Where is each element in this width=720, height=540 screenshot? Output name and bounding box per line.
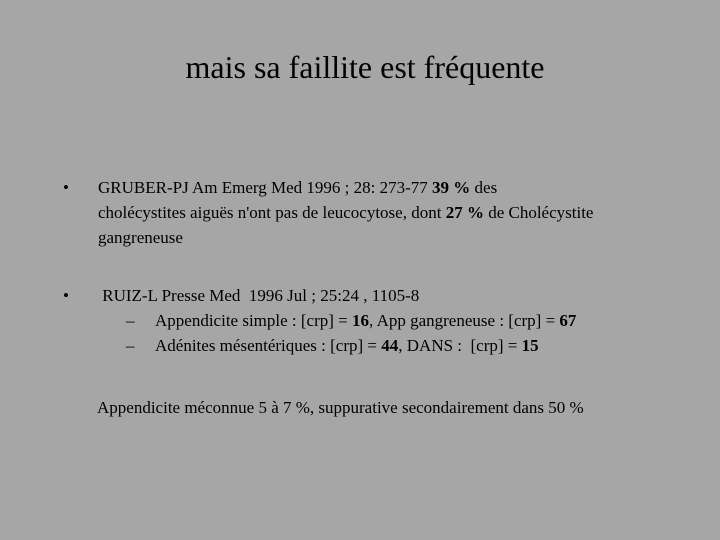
bullet-line (98, 175, 698, 200)
line-text: Adénites mésentériques : [crp] = (155, 336, 382, 355)
slide-title: mais sa faillite est fréquente (185, 49, 545, 85)
bullet-text (98, 175, 698, 250)
highlight-value: 39 % (432, 178, 471, 197)
highlight-value: 44 (381, 336, 399, 355)
line-text: GRUBER-PJ Am Emerg Med 1996 ; 28: 273-77 (98, 178, 433, 197)
sub-item-dash: – (126, 311, 135, 330)
line-text: cholécystites aiguës n'ont pas de leucocytose, dont (98, 203, 446, 222)
bullet-head: RUIZ-L Presse Med 1996 Jul ; 25:24 , 1105-8 (98, 286, 420, 305)
sub-item-dash: – (126, 336, 135, 355)
line-text: de Cholécystite (483, 203, 594, 222)
bullet-line (98, 200, 698, 225)
sub-item-appendicite (98, 308, 698, 333)
highlight-value: 27 % (445, 203, 484, 222)
line-text: Appendicite simple : [crp] = (155, 311, 353, 330)
highlight-value: 67 (559, 311, 577, 330)
bullet-line (98, 225, 698, 250)
bullet-marker: • (63, 178, 69, 197)
highlight-value: 16 (352, 311, 370, 330)
highlight-value: 15 (521, 336, 539, 355)
bullet-marker: • (63, 286, 69, 305)
line-text: , DANS : [crp] = (398, 336, 522, 355)
line-text: , App gangreneuse : [crp] = (369, 311, 560, 330)
sub-item-adenites (98, 333, 698, 358)
line-text: des (470, 178, 498, 197)
footer-note: Appendicite méconnue 5 à 7 %, suppurative secondairement dans 50 % (97, 398, 584, 417)
sub-item-text (155, 308, 576, 333)
bullet-text (98, 283, 698, 358)
sub-item-text (155, 333, 539, 358)
line-text: gangreneuse (98, 228, 183, 247)
